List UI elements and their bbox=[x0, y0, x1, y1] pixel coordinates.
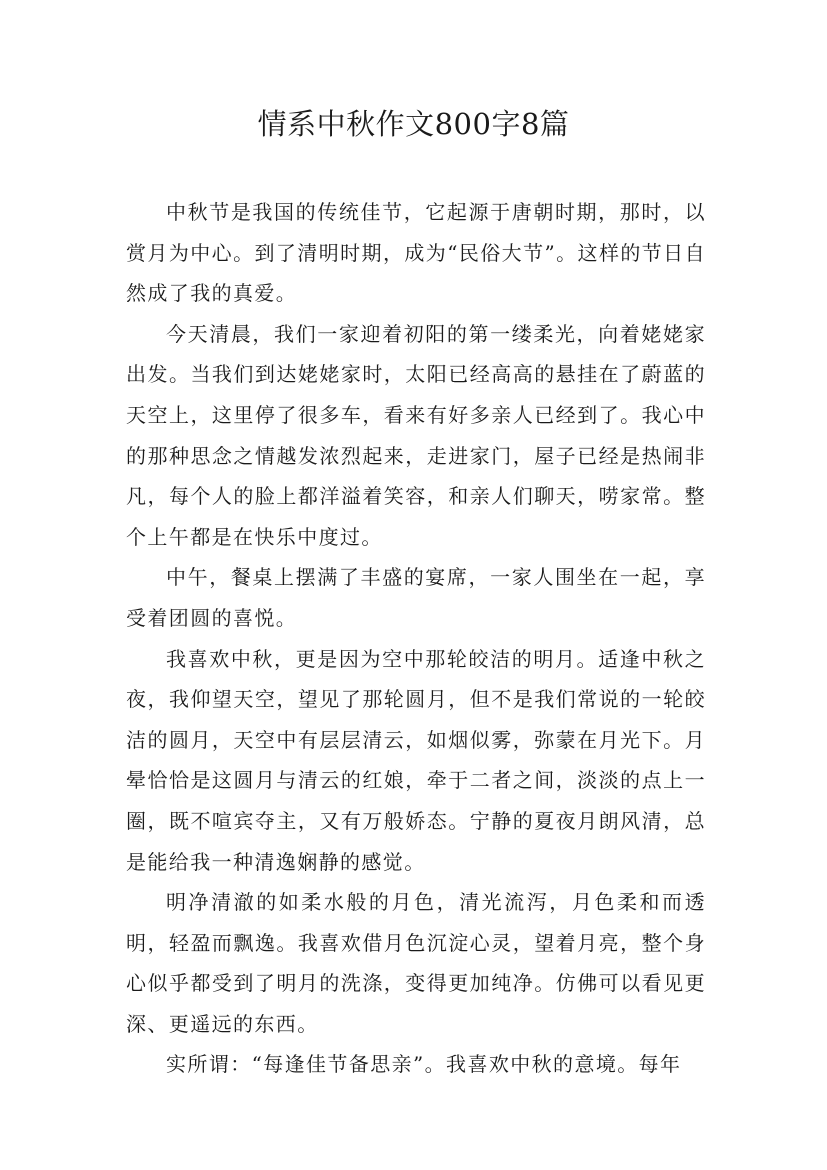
paragraph-5: 明净清澈的如柔水般的月色，清光流泻，月色柔和而透明，轻盈而飘逸。我喜欢借月色沉淀心灵，望着月亮，整个身心似乎都受到了明月的洗涤，变得更加纯净。仿佛可以看见更深、更遥远的东西。 bbox=[126, 890, 706, 1036]
paragraph-1: 中秋节是我国的传统佳节，它起源于唐朝时期，那时，以赏月为中心。到了清明时期，成为“民俗大节”。这样的节日自然成了我的真爱。 bbox=[126, 200, 706, 306]
paragraph-3: 中午，餐桌上摆满了丰盛的宴席，一家人围坐在一起，享受着团圆的喜悦。 bbox=[126, 565, 706, 630]
paragraph-2: 今天清晨，我们一家迎着初阳的第一缕柔光，向着姥姥家出发。当我们到达姥姥家时，太阳已经高高的悬挂在了蔚蓝的天空上，这里停了很多车，看来有好多亲人已经到了。我心中的那种思念之情越发浓烈起来，走进家门，屋子已经是热闹非凡，每个人的脸上都洋溢着笑容，和亲人们聊天，唠家常。整个上午都是在快乐中度过。 bbox=[126, 321, 706, 549]
document-body bbox=[126, 192, 706, 1085]
paragraph-4: 我喜欢中秋，更是因为空中那轮皎洁的明月。适逢中秋之夜，我仰望天空，望见了那轮圆月，但不是我们常说的一轮皎洁的圆月，天空中有层层清云，如烟似雾，弥蒙在月光下。月晕恰恰是这圆月与清云的红娘，牵于二者之间，淡淡的点上一圈，既不喧宾夺主，又有万般娇态。宁静的夏夜月朗风清，总是能给我一种清逸娴静的感觉。 bbox=[126, 646, 706, 874]
document-title: 情系中秋作文800字8篇 bbox=[257, 107, 570, 141]
paragraph-6: 实所谓：“每逢佳节备思亲”。我喜欢中秋的意境。每年 bbox=[166, 1052, 682, 1077]
